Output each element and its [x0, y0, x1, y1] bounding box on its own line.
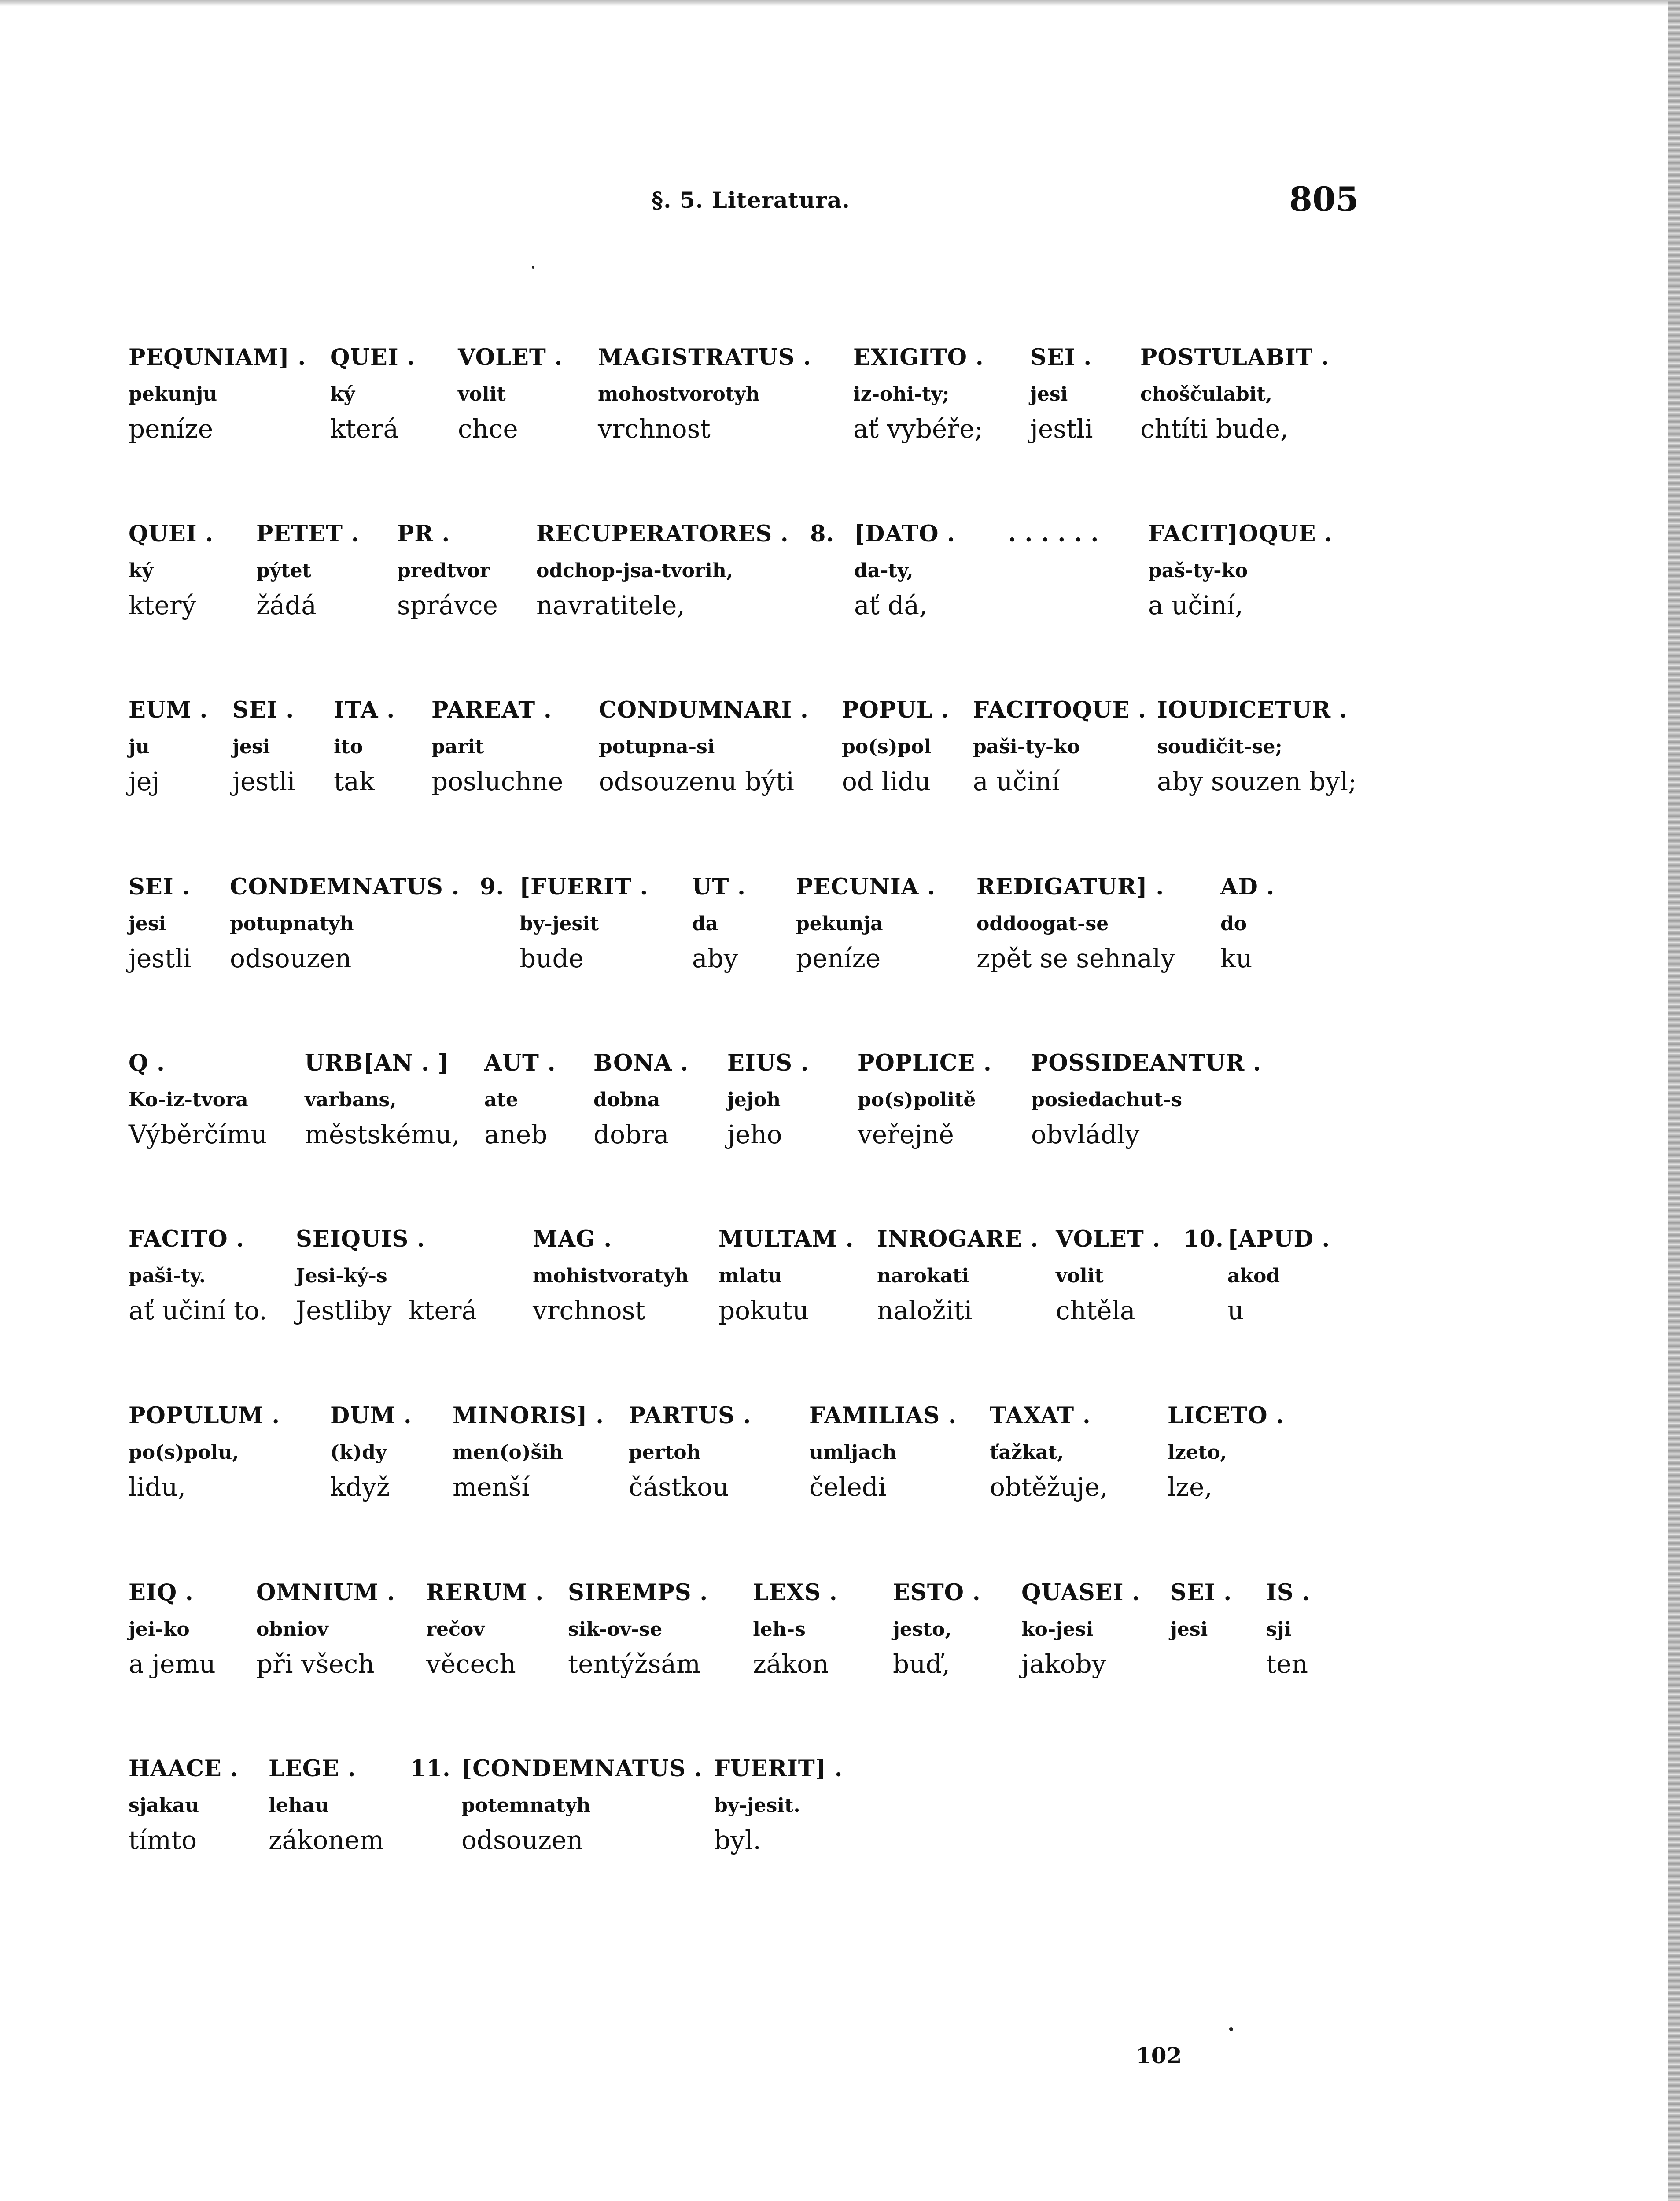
latin-word: 11.: [410, 1756, 451, 1782]
latin-word: FAMILIAS .: [809, 1402, 957, 1429]
latin-word: QUASEI .: [1021, 1579, 1140, 1606]
old-slavic-word: do: [1220, 913, 1247, 935]
latin-word: POPULUM .: [129, 1402, 280, 1429]
old-slavic-word: oddoogat-se: [976, 913, 1109, 935]
czech-word: byl.: [714, 1825, 761, 1855]
print-speck: [532, 266, 534, 269]
czech-word: odsouzen: [230, 943, 352, 973]
czech-word: vrchnost: [598, 414, 711, 444]
page-top-edge: [0, 0, 1680, 6]
latin-word: OMNIUM .: [256, 1579, 395, 1606]
czech-word: Jestliby: [296, 1296, 392, 1325]
czech-word: vrchnost: [533, 1296, 645, 1325]
czech-word: posluchne: [431, 766, 564, 796]
czech-word: aby: [692, 943, 738, 973]
latin-word: 10.: [1183, 1226, 1224, 1252]
text-block-7: [0, 1402, 1680, 1502]
latin-word: ESTO .: [893, 1579, 981, 1606]
czech-word: městskému,: [305, 1119, 460, 1149]
czech-word: jakoby: [1021, 1649, 1106, 1679]
latin-word: EUM .: [129, 697, 208, 723]
latin-word: QUEI .: [129, 521, 214, 547]
old-slavic-word: parit: [431, 736, 484, 758]
old-slavic-word: po(s)polu,: [129, 1441, 239, 1464]
czech-word: odsouzenu býti: [599, 766, 794, 796]
old-slavic-word: sjakau: [129, 1794, 199, 1817]
old-slavic-word: jei-ko: [129, 1618, 190, 1641]
czech-word: jestli: [1030, 414, 1093, 444]
czech-word: odsouzen: [461, 1825, 583, 1855]
old-slavic-word: po(s)politě: [858, 1089, 976, 1111]
latin-word: UT .: [692, 874, 746, 900]
czech-word: menší: [453, 1472, 530, 1502]
latin-word: ITA .: [334, 697, 395, 723]
old-slavic-word: sji: [1266, 1618, 1292, 1641]
old-slavic-word: akod: [1227, 1265, 1280, 1287]
text-block-4: [0, 874, 1680, 973]
old-slavic-word: paši-ty-ko: [973, 736, 1080, 758]
latin-word: [DATO .: [854, 521, 956, 547]
old-slavic-word: potupna-si: [599, 736, 715, 758]
print-speck: [1229, 2027, 1233, 2031]
old-slavic-word: umljach: [809, 1441, 897, 1464]
old-slavic-word: jesi: [1170, 1618, 1208, 1641]
czech-word: jestli: [129, 943, 192, 973]
old-slavic-word: jesi: [129, 913, 166, 935]
latin-word: VOLET .: [458, 344, 563, 371]
old-slavic-word: paš-ty-ko: [1148, 559, 1248, 582]
old-slavic-word: men(o)ših: [453, 1441, 564, 1464]
latin-word: PECUNIA .: [796, 874, 936, 900]
old-slavic-word: odchop-jsa-tvorih,: [536, 559, 733, 582]
czech-word: chtíti bude,: [1140, 414, 1289, 444]
old-slavic-word: ito: [334, 736, 363, 758]
old-slavic-word: mohostvorotyh: [598, 383, 760, 405]
page-number: 805: [1289, 180, 1359, 219]
old-slavic-word: (k)dy: [330, 1441, 387, 1464]
czech-word: tentýžsám: [568, 1649, 700, 1679]
czech-word: ať vybéře;: [853, 414, 983, 444]
old-slavic-word: mohistvoratyh: [533, 1265, 689, 1287]
czech-word: chtěla: [1056, 1296, 1135, 1325]
latin-word: SIREMPS .: [568, 1579, 708, 1606]
old-slavic-word: volit: [1056, 1265, 1104, 1287]
text-block-2: [0, 521, 1680, 620]
latin-word: POPLICE .: [858, 1050, 992, 1076]
latin-word: LEGE .: [269, 1756, 356, 1782]
old-slavic-word: po(s)pol: [842, 736, 932, 758]
old-slavic-word: ký: [129, 559, 154, 582]
latin-word: BONA .: [593, 1050, 689, 1076]
czech-word: který: [129, 590, 196, 620]
czech-word: peníze: [796, 943, 881, 973]
czech-word: od lidu: [842, 766, 931, 796]
czech-word: čeledi: [809, 1472, 887, 1502]
czech-word: Výběrčímu: [129, 1119, 267, 1149]
czech-word: buď,: [893, 1649, 951, 1679]
old-slavic-word: leh-s: [753, 1618, 806, 1641]
latin-word: SEI .: [232, 697, 295, 723]
old-slavic-word: da: [692, 913, 718, 935]
czech-word: aby souzen byl;: [1157, 766, 1357, 796]
latin-word: POPUL .: [842, 697, 949, 723]
old-slavic-word: rečov: [426, 1618, 485, 1641]
old-slavic-word: jesi: [1030, 383, 1068, 405]
latin-word: AUT .: [484, 1050, 556, 1076]
old-slavic-word: ko-jesi: [1021, 1618, 1094, 1641]
czech-word: navratitele,: [536, 590, 685, 620]
latin-word: EXIGITO .: [853, 344, 984, 371]
latin-word: 8.: [810, 521, 835, 547]
czech-word: zpět se sehnaly: [976, 943, 1175, 973]
czech-word: jestli: [232, 766, 295, 796]
czech-word: chce: [458, 414, 518, 444]
latin-word: MINORIS] .: [453, 1402, 604, 1429]
czech-word: zákonem: [269, 1825, 384, 1855]
latin-word: CONDEMNATUS .: [230, 874, 460, 900]
text-block-9: [0, 1756, 1680, 1855]
old-slavic-word: Ko-iz-tvora: [129, 1089, 248, 1111]
czech-word: jeho: [727, 1119, 782, 1149]
latin-word: 9.: [480, 874, 505, 900]
czech-word: částkou: [629, 1472, 729, 1502]
old-slavic-word: paši-ty.: [129, 1265, 206, 1287]
latin-word: RECUPERATORES .: [536, 521, 789, 547]
czech-word: ku: [1220, 943, 1253, 973]
czech-word: lze,: [1168, 1472, 1212, 1502]
czech-word: ať dá,: [854, 590, 928, 620]
czech-word: pokutu: [718, 1296, 809, 1325]
latin-word: FACIT]OQUE .: [1148, 521, 1333, 547]
latin-word: TAXAT .: [990, 1402, 1091, 1429]
czech-word: při všech: [256, 1649, 375, 1679]
latin-word: FACITO .: [129, 1226, 245, 1252]
latin-word: QUEI .: [330, 344, 416, 371]
czech-word: obtěžuje,: [990, 1472, 1108, 1502]
latin-word: MAGISTRATUS .: [598, 344, 812, 371]
latin-word: IOUDICETUR .: [1157, 697, 1348, 723]
czech-word: ten: [1266, 1649, 1308, 1679]
running-header: §. 5. Literatura.: [652, 187, 850, 213]
old-slavic-word: da-ty,: [854, 559, 914, 582]
old-slavic-word: potupnatyh: [230, 913, 354, 935]
latin-word: SEIQUIS .: [296, 1226, 425, 1252]
latin-word: [FUERIT .: [519, 874, 648, 900]
text-block-8: [0, 1579, 1680, 1679]
czech-word: věcech: [426, 1649, 516, 1679]
old-slavic-word: lzeto,: [1168, 1441, 1227, 1464]
latin-word: POSTULABIT .: [1140, 344, 1330, 371]
czech-word: a učiní,: [1148, 590, 1243, 620]
old-slavic-word: volit: [458, 383, 506, 405]
old-slavic-word: jesto,: [893, 1618, 952, 1641]
latin-word: HAACE .: [129, 1756, 239, 1782]
latin-word: PAREAT .: [431, 697, 552, 723]
czech-word: ať učiní to.: [129, 1296, 267, 1325]
latin-word: CONDUMNARI .: [599, 697, 809, 723]
latin-word: FACITOQUE .: [973, 697, 1146, 723]
latin-word: SEI .: [1030, 344, 1092, 371]
old-slavic-word: by-jesit.: [714, 1794, 800, 1817]
old-slavic-word: pekunja: [796, 913, 883, 935]
latin-word: DUM .: [330, 1402, 412, 1429]
signature-mark: 102: [1136, 2043, 1182, 2068]
latin-word: EIUS .: [727, 1050, 809, 1076]
old-slavic-word: choščulabit,: [1140, 383, 1273, 405]
czech-word: zákon: [753, 1649, 829, 1679]
latin-word: URB[AN . ]: [305, 1050, 449, 1076]
czech-word: obvládly: [1031, 1119, 1140, 1149]
old-slavic-word: lehau: [269, 1794, 329, 1817]
old-slavic-word: ju: [129, 736, 150, 758]
latin-word: LICETO .: [1168, 1402, 1285, 1429]
old-slavic-word: pertoh: [629, 1441, 701, 1464]
old-slavic-word: mlatu: [718, 1265, 782, 1287]
latin-word: VOLET .: [1056, 1226, 1161, 1252]
old-slavic-word: varbans,: [305, 1089, 397, 1111]
czech-word: když: [330, 1472, 390, 1502]
old-slavic-word: obniov: [256, 1618, 328, 1641]
text-block-1: [0, 344, 1680, 444]
czech-word: veřejně: [858, 1119, 954, 1149]
old-slavic-word: iz-ohi-ty;: [853, 383, 950, 405]
text-block-3: [0, 697, 1680, 796]
czech-word: správce: [397, 590, 498, 620]
latin-word: [APUD .: [1227, 1226, 1330, 1252]
czech-word: která: [330, 414, 399, 444]
latin-word: SEI .: [129, 874, 191, 900]
czech-word: tak: [334, 766, 375, 796]
old-slavic-word: by-jesit: [519, 913, 599, 935]
czech-word: bude: [519, 943, 584, 973]
latin-word: EIQ .: [129, 1579, 194, 1606]
old-slavic-word: dobna: [593, 1089, 660, 1111]
latin-word: MAG .: [533, 1226, 612, 1252]
old-slavic-word: narokati: [877, 1265, 969, 1287]
latin-word: FUERIT] .: [714, 1756, 843, 1782]
latin-word: REDIGATUR] .: [976, 874, 1164, 900]
old-slavic-word: jejoh: [727, 1089, 781, 1111]
latin-word: LEXS .: [753, 1579, 838, 1606]
czech-word: lidu,: [129, 1472, 186, 1502]
czech-word: a jemu: [129, 1649, 216, 1679]
old-slavic-word: potemnatyh: [461, 1794, 591, 1817]
latin-word: INROGARE .: [877, 1226, 1039, 1252]
czech-word: u: [1227, 1296, 1244, 1325]
old-slavic-word: ký: [330, 383, 355, 405]
old-slavic-word: sik-ov-se: [568, 1618, 663, 1641]
czech-word: a učiní: [973, 766, 1060, 796]
latin-word: POSSIDEANTUR .: [1031, 1050, 1261, 1076]
czech-word: jej: [129, 766, 160, 796]
latin-word: PEQUNIAM] .: [129, 344, 306, 371]
latin-word: RERUM .: [426, 1579, 544, 1606]
old-slavic-word: soudičit-se;: [1157, 736, 1282, 758]
latin-word: Q .: [129, 1050, 165, 1076]
old-slavic-word: posiedachut-s: [1031, 1089, 1182, 1111]
latin-word: PETET .: [256, 521, 360, 547]
czech-word: tímto: [129, 1825, 197, 1855]
old-slavic-word: jesi: [232, 736, 270, 758]
old-slavic-word: pýtet: [256, 559, 311, 582]
latin-word: SEI .: [1170, 1579, 1232, 1606]
ellipsis: . . . . . .: [1008, 521, 1099, 547]
text-block-6: [0, 1226, 1680, 1325]
czech-word: která: [409, 1296, 477, 1325]
old-slavic-word: ate: [484, 1089, 518, 1111]
text-block-5: [0, 1050, 1680, 1149]
czech-word: žádá: [256, 590, 317, 620]
latin-word: [CONDEMNATUS .: [461, 1756, 703, 1782]
latin-word: PR .: [397, 521, 450, 547]
czech-word: dobra: [593, 1119, 669, 1149]
latin-word: AD .: [1220, 874, 1275, 900]
latin-word: MULTAM .: [718, 1226, 854, 1252]
czech-word: aneb: [484, 1119, 548, 1149]
latin-word: IS .: [1266, 1579, 1311, 1606]
old-slavic-word: pekunju: [129, 383, 217, 405]
old-slavic-word: predtvor: [397, 559, 490, 582]
old-slavic-word: ťažkat,: [990, 1441, 1064, 1464]
old-slavic-word: Jesi-ký-s: [296, 1265, 387, 1287]
czech-word: peníze: [129, 414, 214, 444]
latin-word: PARTUS .: [629, 1402, 752, 1429]
czech-word: naložiti: [877, 1296, 973, 1325]
